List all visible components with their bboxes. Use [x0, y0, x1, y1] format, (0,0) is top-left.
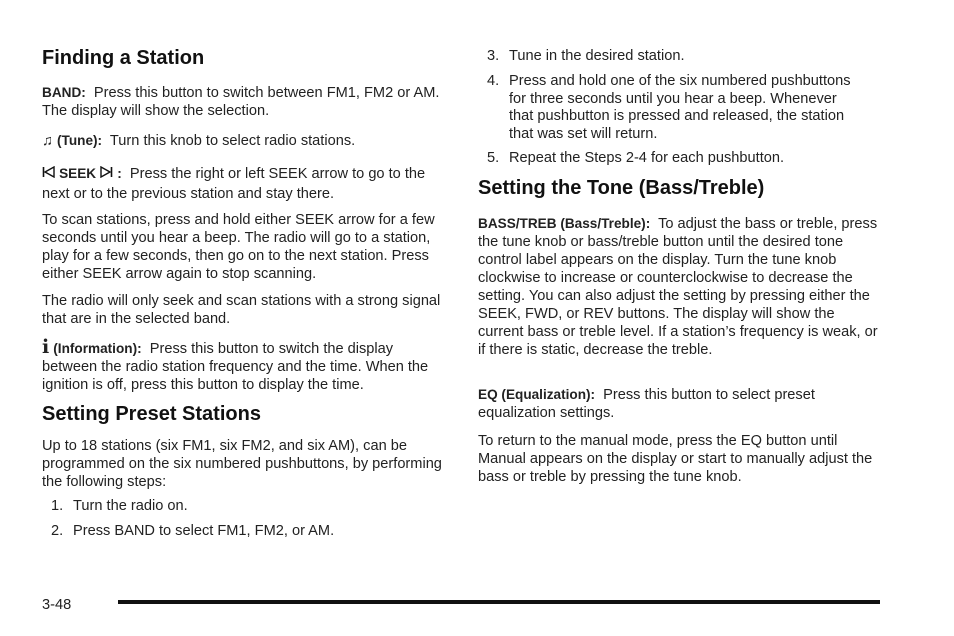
- tune-paragraph: [42, 132, 446, 150]
- seek-text: Press the right or left SEEK arrow to go to the next or to the previous station and stay there.: [42, 166, 426, 202]
- bass-treble-paragraph: [478, 215, 882, 359]
- manual-mode-paragraph: To return to the manual mode, press the EQ button until Manual appears on the display or start to manually adjust the bass or treble by pressing the tune knob.: [478, 433, 873, 485]
- bass-treble-label: BASS/TREB (Bass/Treble):: [478, 216, 651, 231]
- info-text: Press this button to switch the display between the radio station frequency and the time. When the ignition is off, press this button to display the time.: [42, 341, 429, 393]
- band-label: BAND:: [42, 85, 86, 100]
- step-number: 3.: [487, 48, 500, 64]
- step-number: 2.: [51, 523, 64, 539]
- step-text: Press BAND to select FM1, FM2, or AM.: [73, 523, 335, 539]
- step-number: 5.: [487, 150, 500, 166]
- tune-label: (Tune):: [57, 133, 103, 148]
- seek-scan-paragraph: The radio will only seek and scan stations with a strong signal that are in the selected band.: [42, 293, 441, 327]
- step-text: Repeat the Steps 2-4 for each pushbutton.: [509, 150, 785, 166]
- list-item: [487, 48, 877, 66]
- seek-colon: :: [117, 166, 122, 181]
- eq-paragraph: [478, 386, 882, 422]
- info-label: (Information):: [53, 341, 142, 356]
- tune-text: Turn this knob to select radio stations.: [109, 133, 356, 149]
- seek-forward-icon: [100, 164, 113, 184]
- info-icon: i: [42, 336, 50, 358]
- list-item: [51, 498, 441, 516]
- music-note-icon: ♫: [42, 133, 53, 149]
- step-text: Tune in the desired station.: [509, 48, 685, 64]
- eq-text: Press this button to select preset equalization settings.: [478, 387, 815, 421]
- heading-finding-a-station: Finding a Station: [42, 47, 205, 69]
- band-paragraph: [42, 84, 446, 120]
- list-item: [487, 150, 877, 168]
- footer-rule: [118, 600, 880, 604]
- seek-paragraph: [42, 164, 446, 204]
- page-number: 3-48: [42, 597, 72, 613]
- step-text: Press and hold one of the six numbered pushbuttons for three seconds until you hear a beep. Whenever that pushbutton is pressed and released, the station that was set will return.: [509, 73, 851, 142]
- list-item: [487, 73, 857, 143]
- step-number: 1.: [51, 498, 64, 514]
- eq-label: EQ (Equalization):: [478, 387, 596, 402]
- info-paragraph: [42, 336, 446, 394]
- heading-setting-the-tone: Setting the Tone (Bass/Treble): [478, 177, 765, 199]
- scan-paragraph: To scan stations, press and hold either SEEK arrow for a few seconds until you hear a beep. The radio will go to a station, play for a few seconds, then go on to the next station. Press either SEEK arrow again to stop scanning.: [42, 212, 435, 282]
- step-text: Turn the radio on.: [73, 498, 188, 514]
- step-number: 4.: [487, 73, 500, 89]
- seek-back-icon: [42, 164, 55, 184]
- preset-intro: Up to 18 stations (six FM1, six FM2, and six AM), can be programmed on the six numbered pushbuttons, by performing the following steps:: [42, 438, 442, 490]
- bass-treble-text: To adjust the bass or treble, press the tune knob or bass/treble button until the desired tone control label appears on the display. Turn the tune knob clockwise to increase or counterclockwise to decrease the setting. You can also adjust the setting by pressing either the SEEK, FWD, or REV buttons. The display will show the current bass or treble level. If a station’s frequency is weak, or if there is static, decrease the treble.: [478, 216, 878, 358]
- heading-setting-preset-stations: Setting Preset Stations: [42, 403, 261, 425]
- seek-label: SEEK: [59, 166, 97, 181]
- list-item: [51, 523, 441, 541]
- band-text: Press this button to switch between FM1, FM2 or AM. The display will show the selection.: [42, 85, 440, 119]
